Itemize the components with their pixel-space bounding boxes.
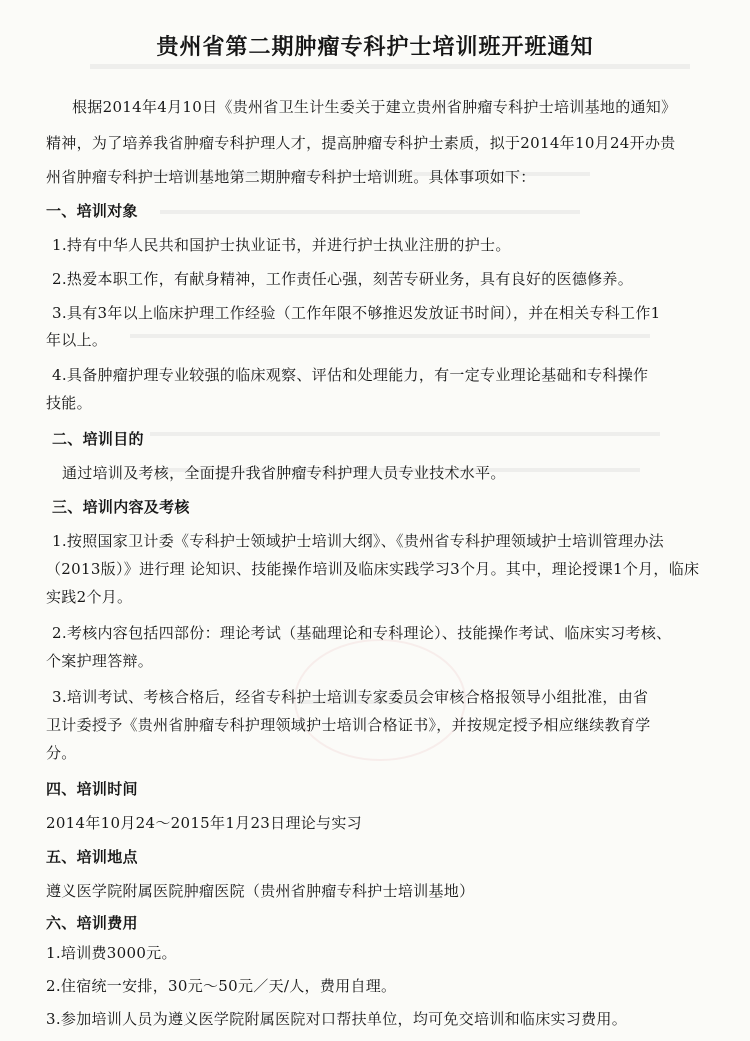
location-text: 遵义医学院附属医院肿瘤医院（贵州省肿瘤专科护士培训基地）	[46, 882, 475, 900]
section-heading-content: 三、培训内容及考核	[52, 498, 190, 516]
target-item-3-line-1: 3.具有3年以上临床护理工作经验（工作年限不够推迟发放证书时间），并在相关专科工作1	[52, 304, 661, 322]
target-item-2: 2.热爱本职工作，有献身精神，工作责任心强，刻苦专研业务，具有良好的医德修养。	[52, 270, 634, 288]
section-heading-location: 五、培训地点	[46, 848, 138, 866]
content-item-3-line-3: 分。	[46, 744, 77, 762]
target-item-4-line-1: 4.具备肿瘤护理专业较强的临床观察、评估和处理能力，有一定专业理论基础和专科操作	[52, 366, 649, 384]
fee-item-3: 3.参加培训人员为遵义医学院附属医院对口帮扶单位，均可免交培训和临床实习费用。	[46, 1010, 628, 1028]
page-title: 贵州省第二期肿瘤专科护士培训班开班通知	[156, 35, 594, 60]
target-item-4-line-2: 技能。	[46, 394, 92, 412]
section-heading-time: 四、培训时间	[46, 780, 138, 798]
purpose-text: 通过培训及考核，全面提升我省肿瘤专科护理人员专业技术水平。	[62, 464, 506, 482]
intro-line-3: 州省肿瘤专科护士培训基地第二期肿瘤专科护士培训班。具体事项如下：	[46, 168, 536, 186]
content-item-2-line-1: 2.考核内容包括四部份：理论考试（基础理论和专科理论）、技能操作考试、临床实习考核、	[52, 624, 672, 642]
intro-line-2: 精神，为了培养我省肿瘤专科护理人才，提高肿瘤专科护士素质，拟于2014年10月24开办贵	[46, 134, 676, 152]
content-item-1-line-1: 1.按照国家卫计委《专科护士领域护士培训大纲》、《贵州省专科护理领域护士培训管理办法	[52, 532, 664, 550]
fee-item-2: 2.住宿统一安排，30元～50元／天/人，费用自理。	[46, 977, 397, 995]
content-item-1-line-2: （2013版）》进行理 论知识、技能操作培训及临床实践学习3个月。其中，理论授课1个月，临床	[46, 560, 700, 578]
intro-line-1: 根据2014年4月10日《贵州省卫生计生委关于建立贵州省肿瘤专科护士培训基地的通知》	[72, 98, 677, 116]
content-item-3-line-2: 卫计委授予《贵州省肿瘤专科护理领域护士培训合格证书》，并按规定授予相应继续教育学	[46, 716, 651, 734]
fee-item-1: 1.培训费3000元。	[46, 944, 177, 962]
time-text: 2014年10月24～2015年1月23日理论与实习	[46, 814, 362, 832]
section-heading-purpose: 二、培训目的	[52, 430, 144, 448]
section-heading-fees: 六、培训费用	[46, 914, 138, 932]
content-item-1-line-3: 实践2个月。	[46, 588, 133, 606]
target-item-1: 1.持有中华人民共和国护士执业证书，并进行护士执业注册的护士。	[52, 236, 511, 254]
content-item-2-line-2: 个案护理答辩。	[46, 652, 154, 670]
content-item-3-line-1: 3.培训考试、考核合格后，经省专科护士培训专家委员会审核合格报领导小组批准，由省	[52, 688, 649, 706]
section-heading-target: 一、培训对象	[46, 202, 138, 220]
target-item-3-line-2: 年以上。	[46, 331, 108, 349]
